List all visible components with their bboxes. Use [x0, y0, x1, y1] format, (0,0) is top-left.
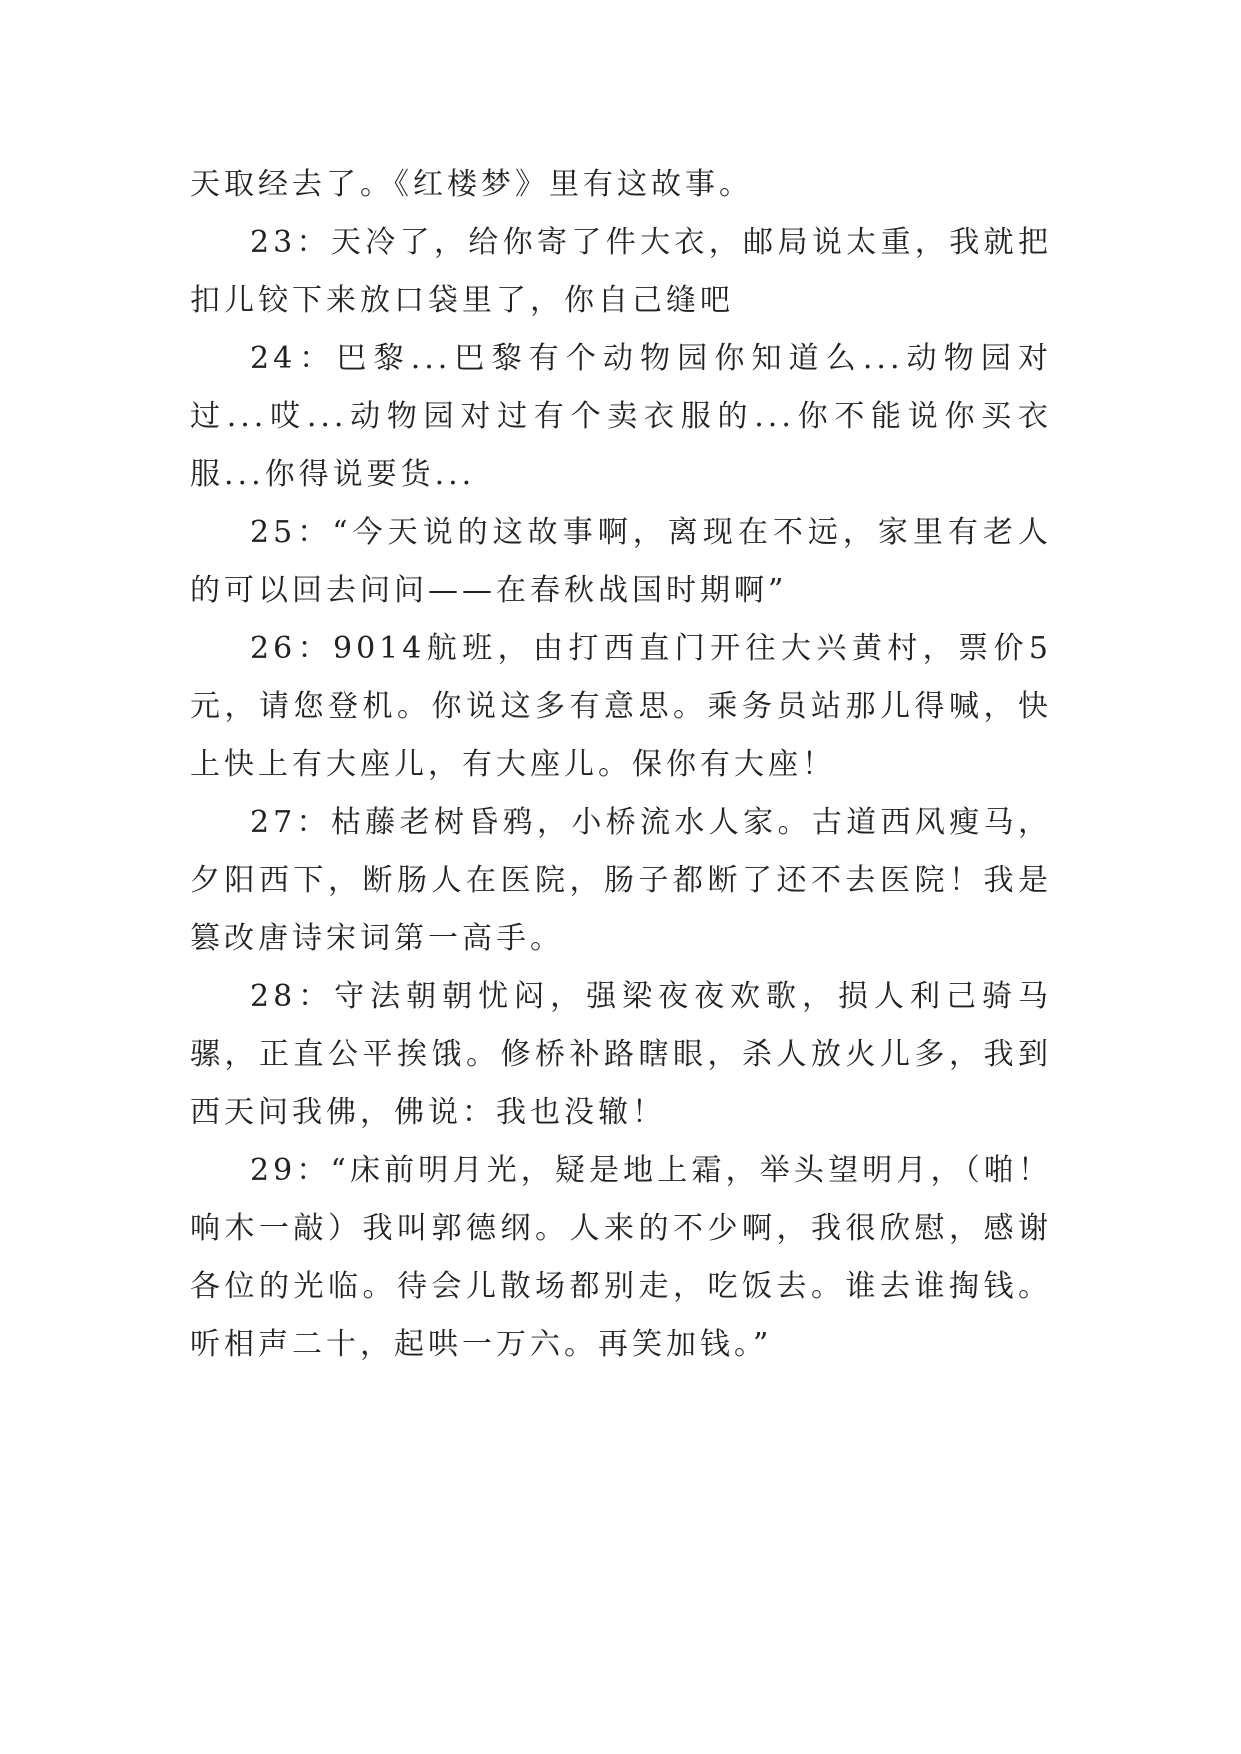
paragraph-23: 23：天冷了，给你寄了件大衣，邮局说太重，我就把扣儿铰下来放口袋里了，你自己缝吧	[190, 225, 1052, 318]
paragraph-28: 28：守法朝朝忧闷，强梁夜夜欢歌，损人利己骑马骡，正直公平挨饿。修桥补路瞎眼，杀人放火儿多，我到西天问我佛，佛说：我也没辙！	[190, 979, 1052, 1130]
paragraph-26: 26：9014航班，由打西直门开往大兴黄村，票价5元，请您登机。你说这多有意思。乘务员站那儿得喊，快上快上有大座儿，有大座儿。保你有大座！	[190, 631, 1052, 782]
paragraph-27: 27：枯藤老树昏鸦，小桥流水人家。古道西风瘦马，夕阳西下，断肠人在医院，肠子都断了还不去医院！我是篡改唐诗宋词第一高手。	[190, 805, 1052, 956]
paragraph-25: 25：“今天说的这故事啊，离现在不远，家里有老人的可以回去问问——在春秋战国时期啊”	[190, 515, 1052, 608]
paragraph-29: 29：“床前明月光，疑是地上霜，举头望明月，（啪！响木一敲）我叫郭德纲。人来的不少啊，我很欣慰，感谢各位的光临。待会儿散场都别走，吃饭去。谁去谁掏钱。听相声二十，起哄一万六。再笑加钱。”	[190, 1153, 1052, 1362]
paragraph-continuation: 天取经去了。《红楼梦》里有这故事。	[190, 167, 753, 202]
paragraph-24: 24：巴黎...巴黎有个动物园你知道么...动物园对过...哎...动物园对过有个卖衣服的...你不能说你买衣服...你得说要货...	[190, 341, 1052, 492]
body-text	[190, 156, 1052, 1374]
